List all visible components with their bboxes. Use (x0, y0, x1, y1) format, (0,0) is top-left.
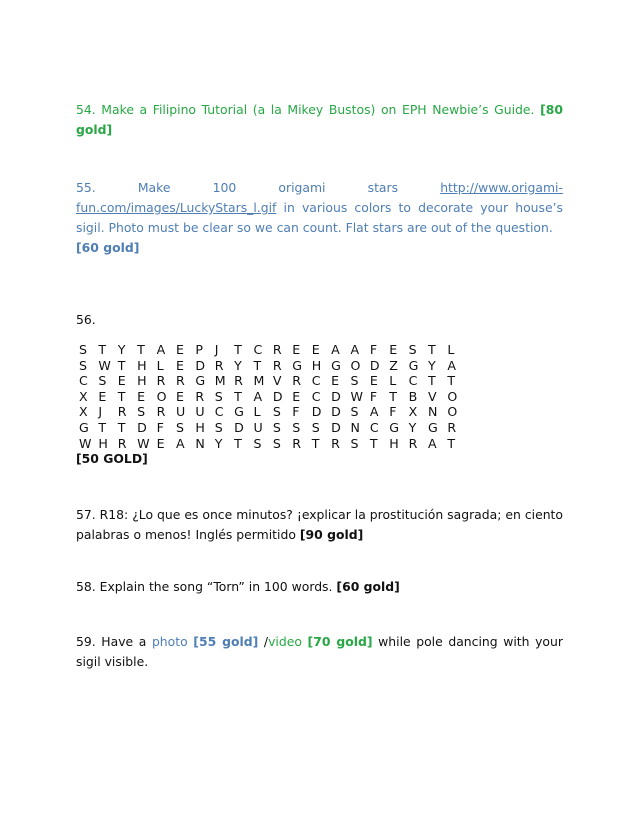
grid-letter: E (292, 342, 301, 357)
grid-letter: D (331, 419, 341, 435)
grid-letter: E (98, 388, 107, 404)
task-55-number: 55. (76, 180, 96, 195)
grid-letter: H (137, 373, 147, 389)
task-59-suffix: while pole dancing with your sigil visible. (76, 634, 563, 669)
grid-letter: E (369, 373, 378, 389)
grid-letter: T (253, 357, 262, 373)
grid-letter: T (98, 419, 107, 435)
grid-letter: T (234, 388, 242, 404)
grid-letter: R (292, 435, 302, 451)
grid-letter: X (408, 404, 418, 420)
grid-letter: H (137, 357, 147, 373)
grid-letter: L (389, 373, 397, 389)
grid-letter: E (175, 342, 184, 357)
grid-letter: R (117, 435, 127, 451)
grid-letter: Z (389, 357, 398, 373)
grid-letter: C (214, 404, 224, 420)
grid-letter: S (292, 419, 301, 435)
grid-letter: X (79, 404, 88, 420)
grid-letter: S (311, 419, 320, 435)
grid-letter: G (79, 419, 89, 435)
task-55-first-line (76, 178, 563, 198)
grid-letter: Y (117, 342, 126, 357)
grid-letter: U (253, 419, 263, 435)
grid-letter: E (175, 388, 184, 404)
grid-letter: V (272, 373, 282, 389)
grid-letter: S (79, 357, 87, 373)
grid-letter: Y (214, 435, 223, 451)
grid-letter: R (214, 357, 224, 373)
grid-letter: S (253, 435, 262, 451)
grid-letter: R (195, 388, 205, 404)
grid-letter: Y (234, 357, 242, 373)
grid-letter: R (408, 435, 418, 451)
task-55-word: stars (367, 180, 399, 195)
grid-letter: F (156, 419, 164, 435)
grid-letter: R (117, 404, 127, 420)
grid-letter: S (272, 435, 281, 451)
grid-letter: R (234, 373, 243, 389)
task-58-gold: [60 gold] (336, 579, 400, 594)
grid-letter: W (350, 388, 363, 404)
grid-letter: X (79, 388, 88, 404)
grid-letter: L (447, 342, 455, 357)
grid-letter: T (428, 342, 436, 357)
grid-letter: T (98, 342, 107, 357)
grid-letter: U (175, 404, 186, 420)
grid-letter: S (137, 404, 146, 420)
grid-letter: C (253, 342, 263, 357)
grid-row (79, 389, 507, 405)
task-55-rest: in various colors to decorate your house’s sigil. Photo must be clear so we can count. Flat stars are out of the question. (76, 200, 563, 235)
grid-letter: O (350, 357, 361, 373)
task-56-gold: [50 GOLD] (76, 451, 148, 466)
grid-letter: R (331, 435, 340, 451)
grid-letter: G (234, 404, 244, 420)
grid-letter: H (195, 419, 205, 435)
task-57-gold: [90 gold] (299, 527, 364, 542)
grid-letter: D (311, 404, 322, 420)
grid-letter: S (350, 404, 359, 420)
word-search-grid (79, 342, 507, 451)
grid-letter: T (428, 373, 436, 389)
grid-letter: C (311, 373, 321, 389)
grid-letter: S (272, 419, 281, 435)
grid-letter: G (389, 419, 400, 435)
grid-letter: E (331, 373, 340, 389)
grid-letter: T (234, 435, 242, 451)
grid-letter: P (195, 342, 203, 357)
grid-letter: J (98, 404, 103, 420)
grid-letter: F (369, 342, 378, 357)
grid-letter: A (156, 342, 166, 357)
origami-link-part1[interactable]: http://www.origami- (440, 180, 563, 195)
grid-letter: E (137, 388, 146, 404)
grid-letter: S (350, 373, 359, 389)
task-58-text: 58. Explain the song “Torn” in 100 words. (76, 579, 333, 594)
origami-link-part2[interactable]: fun.com/images/LuckyStars_l.gif (76, 200, 277, 215)
task-59-slash: / (258, 634, 269, 649)
grid-letter: A (175, 435, 185, 451)
grid-letter: T (137, 342, 145, 357)
grid-letter: W (98, 357, 111, 373)
grid-letter: C (369, 419, 379, 435)
grid-letter: W (137, 435, 150, 451)
grid-letter: S (272, 404, 281, 420)
grid-letter: E (311, 342, 320, 357)
grid-letter: N (195, 435, 205, 451)
grid-letter: A (369, 404, 379, 420)
grid-letter: R (272, 342, 282, 357)
task-56-number: 56. (76, 312, 96, 327)
grid-letter: T (117, 419, 126, 435)
grid-row (79, 342, 507, 358)
grid-letter: R (156, 404, 166, 420)
grid-letter: A (253, 388, 263, 404)
grid-letter: T (117, 357, 126, 373)
grid-letter: G (408, 357, 419, 373)
grid-letter: U (195, 404, 205, 420)
grid-letter: O (447, 388, 458, 404)
grid-row (79, 420, 507, 436)
grid-letter: Y (428, 357, 436, 373)
grid-letter: V (428, 388, 437, 404)
grid-letter: T (447, 373, 456, 389)
grid-letter: G (428, 419, 438, 435)
grid-letter: E (117, 373, 126, 389)
grid-row (79, 373, 507, 389)
grid-letter: F (369, 388, 378, 404)
grid-letter: C (311, 388, 321, 404)
grid-letter: Y (408, 419, 417, 435)
grid-letter: L (253, 404, 261, 420)
grid-letter: R (292, 373, 302, 389)
grid-letter: S (175, 419, 184, 435)
grid-letter: R (156, 373, 166, 389)
grid-letter: D (195, 357, 206, 373)
grid-letter: J (214, 342, 219, 357)
grid-letter: L (156, 357, 164, 373)
grid-letter: S (98, 373, 107, 389)
task-55-word: Make (137, 180, 171, 195)
task-55-word: origami (278, 180, 326, 195)
grid-letter: T (311, 435, 320, 451)
grid-letter: D (234, 419, 244, 435)
grid-letter: E (156, 435, 165, 451)
task-54-text: 54. Make a Filipino Tutorial (a la Mikey Bustos) on EPH Newbie’s Guide. (76, 102, 535, 117)
task-55-word: 100 (212, 180, 237, 195)
grid-letter: E (292, 388, 301, 404)
grid-letter: S (79, 342, 87, 357)
grid-letter: T (234, 342, 242, 357)
grid-letter: D (369, 357, 380, 373)
grid-letter: A (350, 342, 360, 357)
grid-letter: D (272, 388, 283, 404)
grid-letter: G (195, 373, 206, 389)
grid-letter: N (428, 404, 438, 420)
grid-letter: T (369, 435, 378, 451)
grid-letter: W (79, 435, 92, 451)
grid-letter: H (98, 435, 108, 451)
grid-row (79, 436, 507, 452)
grid-letter: M (214, 373, 226, 389)
grid-letter: S (408, 342, 417, 357)
grid-letter: N (350, 419, 360, 435)
grid-letter: R (447, 419, 457, 435)
grid-letter: O (447, 404, 458, 420)
grid-letter: B (408, 388, 418, 404)
grid-letter: S (350, 435, 359, 451)
grid-letter: M (253, 373, 265, 389)
task-54 (76, 100, 563, 140)
task-59-prefix: 59. Have a (76, 634, 152, 649)
grid-letter: R (272, 357, 282, 373)
task-59 (76, 632, 563, 672)
grid-row (79, 358, 507, 374)
grid-letter: E (389, 342, 398, 357)
grid-row (79, 404, 507, 420)
grid-letter: D (137, 419, 147, 435)
task-57 (76, 505, 563, 545)
task-55-gold: [60 gold] (76, 240, 140, 255)
grid-letter: A (447, 357, 457, 373)
grid-letter: C (79, 373, 88, 389)
grid-letter: G (331, 357, 341, 373)
task-55 (76, 178, 563, 258)
grid-letter: C (408, 373, 418, 389)
task-57-text: 57. R18: ¿Lo que es once minutos? ¡explicar la prostitución sagrada; en ciento palabras o menos! Inglés permitido (76, 507, 563, 542)
photo-link[interactable]: photo (151, 634, 188, 649)
grid-letter: A (331, 342, 340, 357)
grid-letter: T (389, 388, 397, 404)
grid-letter: D (331, 404, 341, 420)
task-54-gold: [80 gold] (76, 102, 563, 137)
grid-letter: A (428, 435, 437, 451)
video-gold: [70 gold] (307, 634, 373, 649)
grid-letter: D (331, 388, 341, 404)
grid-letter: S (214, 419, 223, 435)
grid-letter: T (447, 435, 456, 451)
grid-letter: H (311, 357, 322, 373)
grid-letter: F (389, 404, 397, 420)
grid-letter: H (389, 435, 399, 451)
grid-letter: G (292, 357, 303, 373)
grid-letter: E (175, 357, 184, 373)
grid-letter: O (156, 388, 167, 404)
video-link[interactable]: video (268, 634, 302, 649)
photo-gold: [55 gold] (193, 634, 259, 649)
grid-letter: S (214, 388, 223, 404)
grid-letter: F (292, 404, 300, 420)
grid-letter: R (175, 373, 185, 389)
grid-letter: T (117, 388, 126, 404)
task-58 (76, 577, 563, 597)
task-55-body (76, 198, 563, 238)
